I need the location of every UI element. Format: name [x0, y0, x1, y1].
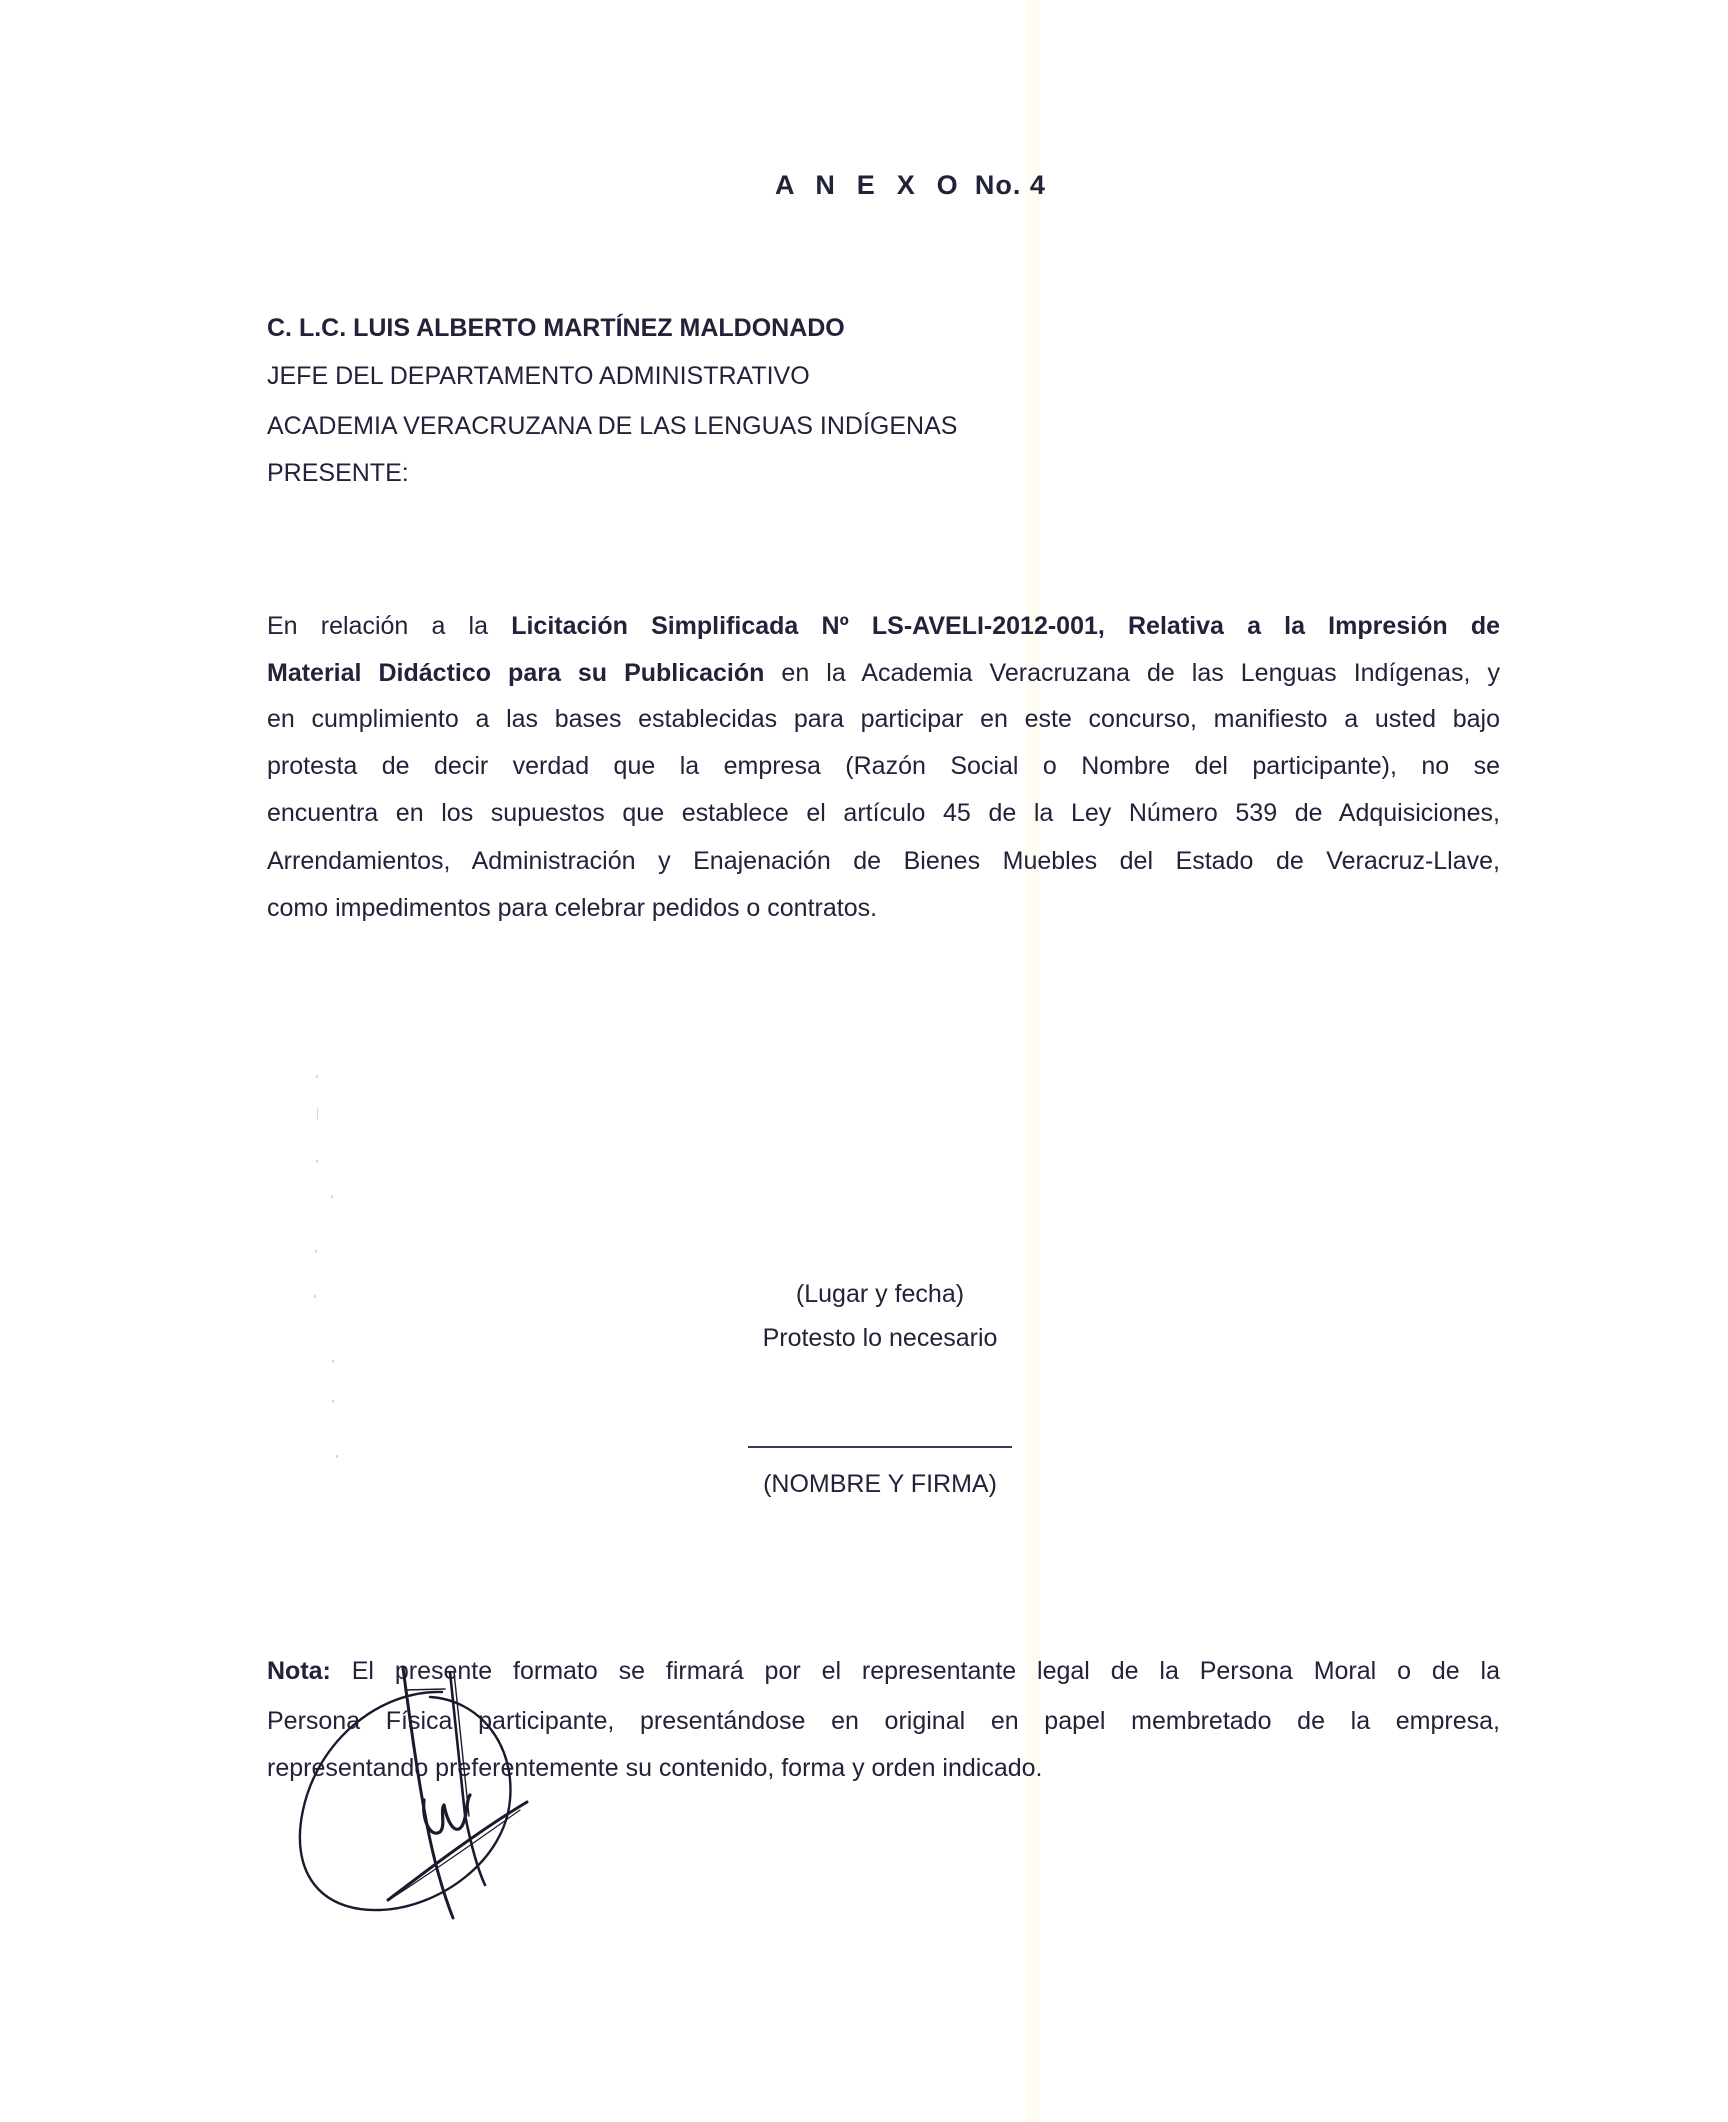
- scan-speck: [316, 1075, 318, 1078]
- body-line: como impedimentos para celebrar pedidos o contratos.: [267, 894, 878, 922]
- scan-speck: [331, 1195, 333, 1198]
- name-and-signature-label: (NOMBRE Y FIRMA): [763, 1470, 997, 1498]
- note-line: representando preferentemente su contenido, forma y orden indicado.: [267, 1754, 1043, 1782]
- scan-speck: [336, 1455, 338, 1458]
- signature-flourish: [424, 1795, 470, 1833]
- signature-slash: [388, 1802, 527, 1900]
- addressee-institution: ACADEMIA VERACRUZANA DE LAS LENGUAS INDÍGENAS: [267, 412, 958, 440]
- scan-speck: [332, 1400, 334, 1403]
- signature-line: [748, 1446, 1012, 1448]
- body-bold-text: Licitación Simplificada Nº LS-AVELI-2012-001, Relativa a la Impresión de: [511, 612, 1500, 640]
- addressee-position: JEFE DEL DEPARTAMENTO ADMINISTRATIVO: [267, 362, 810, 390]
- scan-speck: [314, 1295, 316, 1298]
- body-line: [267, 611, 1500, 641]
- scan-speck: [332, 1360, 334, 1363]
- body-text: En relación a la: [267, 612, 512, 640]
- note-label: Nota:: [267, 1657, 331, 1685]
- body-line: en cumplimiento a las bases establecidas para participar en este concurso, manifiesto a usted bajo: [267, 705, 1500, 733]
- note-line: [267, 1656, 1500, 1686]
- title-anexo: A N E X O: [775, 170, 965, 200]
- scan-speck: [316, 1160, 318, 1163]
- signature-cap-stroke: [405, 1689, 445, 1690]
- body-bold-text: Material Didáctico para su Publicación: [267, 659, 765, 687]
- title-number: No. 4: [974, 170, 1046, 200]
- body-line: protesta de decir verdad que la empresa (Razón Social o Nombre del participante), no se: [267, 752, 1500, 780]
- addressee-name: C. L.C. LUIS ALBERTO MARTÍNEZ MALDONADO: [267, 314, 845, 342]
- document-title: [775, 170, 1046, 200]
- body-line: [267, 658, 1500, 688]
- protest-statement: Protesto lo necesario: [762, 1324, 998, 1352]
- note-text: El presente formato se firmará por el representante legal de la Persona Moral o de la: [330, 1657, 1500, 1685]
- signature-downstroke-2b: [454, 1672, 469, 1816]
- scan-shadow-band: [1026, 0, 1040, 2122]
- place-and-date: (Lugar y fecha): [795, 1280, 965, 1308]
- body-line: encuentra en los supuestos que establece el artículo 45 de la Ley Número 539 de Adquisiciones,: [267, 799, 1500, 827]
- signature-slash-thin: [392, 1810, 520, 1898]
- note-line: Persona Física participante, presentándose en original en papel membretado de la empresa,: [267, 1707, 1500, 1735]
- body-text: en la Academia Veracruzana de las Lenguas Indígenas, y: [764, 659, 1500, 687]
- salutation: PRESENTE:: [267, 459, 409, 487]
- scan-speck: [315, 1250, 317, 1253]
- body-line: Arrendamientos, Administración y Enajenación de Bienes Muebles del Estado de Veracruz-Llave,: [267, 847, 1500, 875]
- scan-speck: [317, 1108, 318, 1120]
